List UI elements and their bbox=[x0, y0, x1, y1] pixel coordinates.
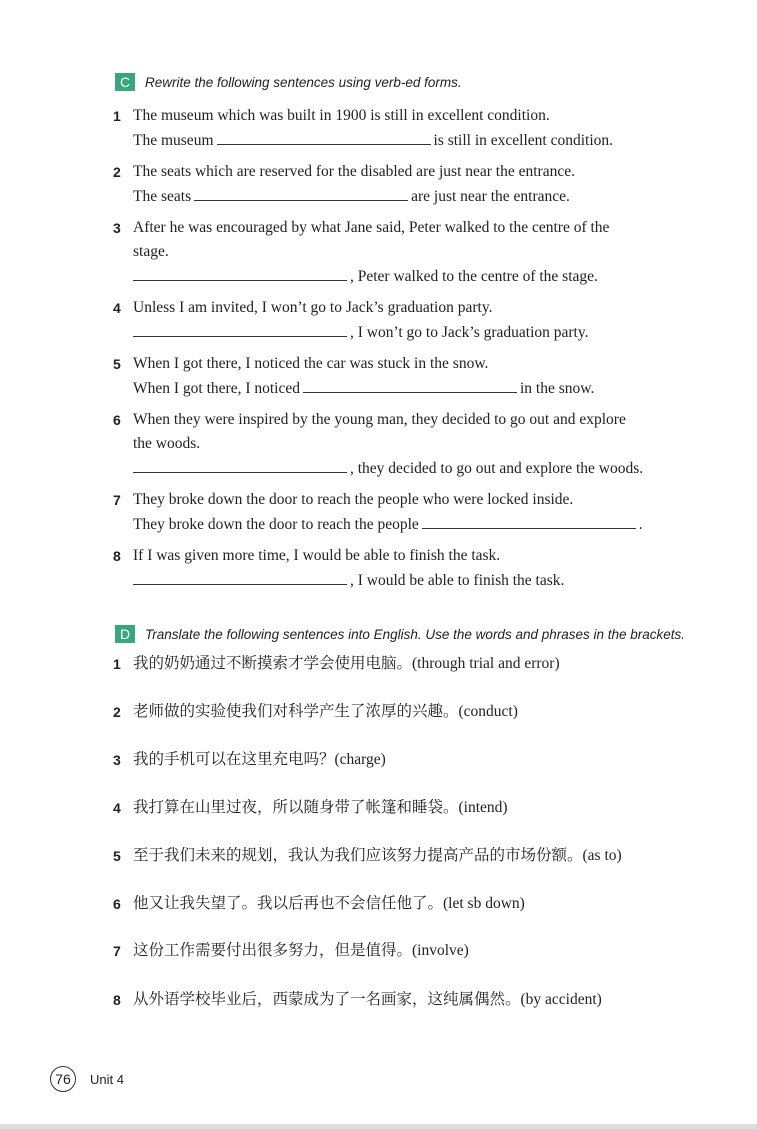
line-text: 他又让我失望了。我以后再也不会信任他了。(let sb down) bbox=[133, 895, 525, 912]
line-text: 我的奶奶通过不断摸索才学会使用电脑。(through trial and error) bbox=[133, 655, 560, 672]
item-line bbox=[133, 186, 570, 207]
line-text: The seats which are reserved for the disabled are just near the entrance. bbox=[133, 163, 575, 180]
item-line bbox=[133, 434, 200, 454]
line-text: 这份工作需要付出很多努力，但是值得。(involve) bbox=[133, 942, 469, 959]
answer-blank[interactable] bbox=[303, 378, 517, 393]
line-text: When I got there, I noticed the car was stuck in the snow. bbox=[133, 355, 489, 372]
item-line bbox=[133, 266, 598, 287]
section-c-instruction: Rewrite the following sentences using verb-ed forms. bbox=[145, 74, 462, 90]
item-line bbox=[133, 702, 518, 722]
item-line bbox=[133, 570, 564, 591]
item-line bbox=[133, 218, 609, 238]
item-number: 6 bbox=[113, 412, 121, 428]
answer-blank[interactable] bbox=[194, 186, 408, 201]
section-d-badge: D bbox=[115, 625, 135, 643]
item-number: 2 bbox=[113, 704, 121, 720]
item-line bbox=[133, 298, 492, 318]
line-text-after: , I would be able to finish the task. bbox=[350, 572, 565, 589]
answer-blank[interactable] bbox=[217, 130, 431, 145]
line-text: Unless I am invited, I won’t go to Jack’s graduation party. bbox=[133, 299, 493, 316]
line-text-after: , they decided to go out and explore the woods. bbox=[350, 460, 644, 477]
line-text: After he was encouraged by what Jane said, Peter walked to the centre of the bbox=[133, 219, 610, 236]
line-text: The museum which was built in 1900 is still in excellent condition. bbox=[133, 107, 550, 124]
line-text: The seats bbox=[133, 188, 192, 205]
section-d-header bbox=[115, 625, 685, 643]
line-text-after: , Peter walked to the centre of the stage. bbox=[350, 268, 598, 285]
line-text-after: . bbox=[638, 516, 643, 533]
item-line bbox=[133, 458, 643, 479]
answer-blank[interactable] bbox=[133, 266, 347, 281]
item-line bbox=[133, 654, 560, 674]
item-line bbox=[133, 798, 508, 818]
item-line bbox=[133, 846, 622, 866]
item-number: 1 bbox=[113, 656, 121, 672]
answer-blank[interactable] bbox=[133, 458, 347, 473]
item-line bbox=[133, 378, 594, 399]
line-text: If I was given more time, I would be able to finish the task. bbox=[133, 547, 501, 564]
line-text: The museum bbox=[133, 132, 214, 149]
line-text: stage. bbox=[133, 243, 169, 260]
answer-blank[interactable] bbox=[422, 514, 636, 529]
section-d-instruction: Translate the following sentences into English. Use the words and phrases in the brackets. bbox=[145, 626, 686, 642]
line-text: 老师做的实验使我们对科学产生了浓厚的兴趣。(conduct) bbox=[133, 703, 518, 720]
item-number: 5 bbox=[113, 848, 121, 864]
item-number: 8 bbox=[113, 548, 121, 564]
page-edge bbox=[0, 1124, 757, 1129]
line-text-after: are just near the entrance. bbox=[411, 188, 570, 205]
line-text: 我的手机可以在这里充电吗？(charge) bbox=[133, 751, 386, 768]
item-line bbox=[133, 162, 575, 182]
item-number: 4 bbox=[113, 800, 121, 816]
item-number: 4 bbox=[113, 300, 121, 316]
item-line bbox=[133, 941, 469, 961]
item-line bbox=[133, 106, 550, 126]
item-line bbox=[133, 322, 588, 343]
line-text: They broke down the door to reach the people who were locked inside. bbox=[133, 491, 574, 508]
item-line bbox=[133, 242, 169, 262]
line-text-after: in the snow. bbox=[520, 380, 595, 397]
line-text-after: is still in excellent condition. bbox=[433, 132, 614, 149]
line-text: 从外语学校毕业后，西蒙成为了一名画家，这纯属偶然。(by accident) bbox=[133, 991, 602, 1008]
line-text: 我打算在山里过夜，所以随身带了帐篷和睡袋。(intend) bbox=[133, 799, 508, 816]
item-number: 1 bbox=[113, 108, 121, 124]
item-line bbox=[133, 546, 500, 566]
section-c-badge: C bbox=[115, 73, 135, 91]
line-text: When I got there, I noticed bbox=[133, 380, 300, 397]
item-line bbox=[133, 130, 613, 151]
item-line bbox=[133, 354, 488, 374]
line-text: the woods. bbox=[133, 435, 201, 452]
item-number: 3 bbox=[113, 220, 121, 236]
item-number: 8 bbox=[113, 992, 121, 1008]
item-line bbox=[133, 514, 643, 535]
line-text-after: , I won’t go to Jack’s graduation party. bbox=[350, 324, 589, 341]
item-number: 2 bbox=[113, 164, 121, 180]
section-c-header bbox=[115, 73, 462, 91]
item-line bbox=[133, 990, 602, 1010]
line-text: They broke down the door to reach the people bbox=[133, 516, 419, 533]
unit-label: Unit 4 bbox=[90, 1071, 124, 1087]
item-number: 7 bbox=[113, 492, 121, 508]
item-line bbox=[133, 410, 626, 430]
line-text: When they were inspired by the young man, they decided to go out and explore bbox=[133, 411, 626, 428]
item-line bbox=[133, 490, 573, 510]
item-number: 6 bbox=[113, 896, 121, 912]
line-text: 至于我们未来的规划，我认为我们应该努力提高产品的市场份额。(as to) bbox=[133, 847, 622, 864]
item-line bbox=[133, 750, 386, 770]
item-number: 3 bbox=[113, 752, 121, 768]
item-number: 7 bbox=[113, 943, 121, 959]
page-footer bbox=[50, 1066, 124, 1092]
item-number: 5 bbox=[113, 356, 121, 372]
answer-blank[interactable] bbox=[133, 322, 347, 337]
page-number: 76 bbox=[50, 1066, 76, 1092]
answer-blank[interactable] bbox=[133, 570, 347, 585]
item-line bbox=[133, 894, 525, 914]
